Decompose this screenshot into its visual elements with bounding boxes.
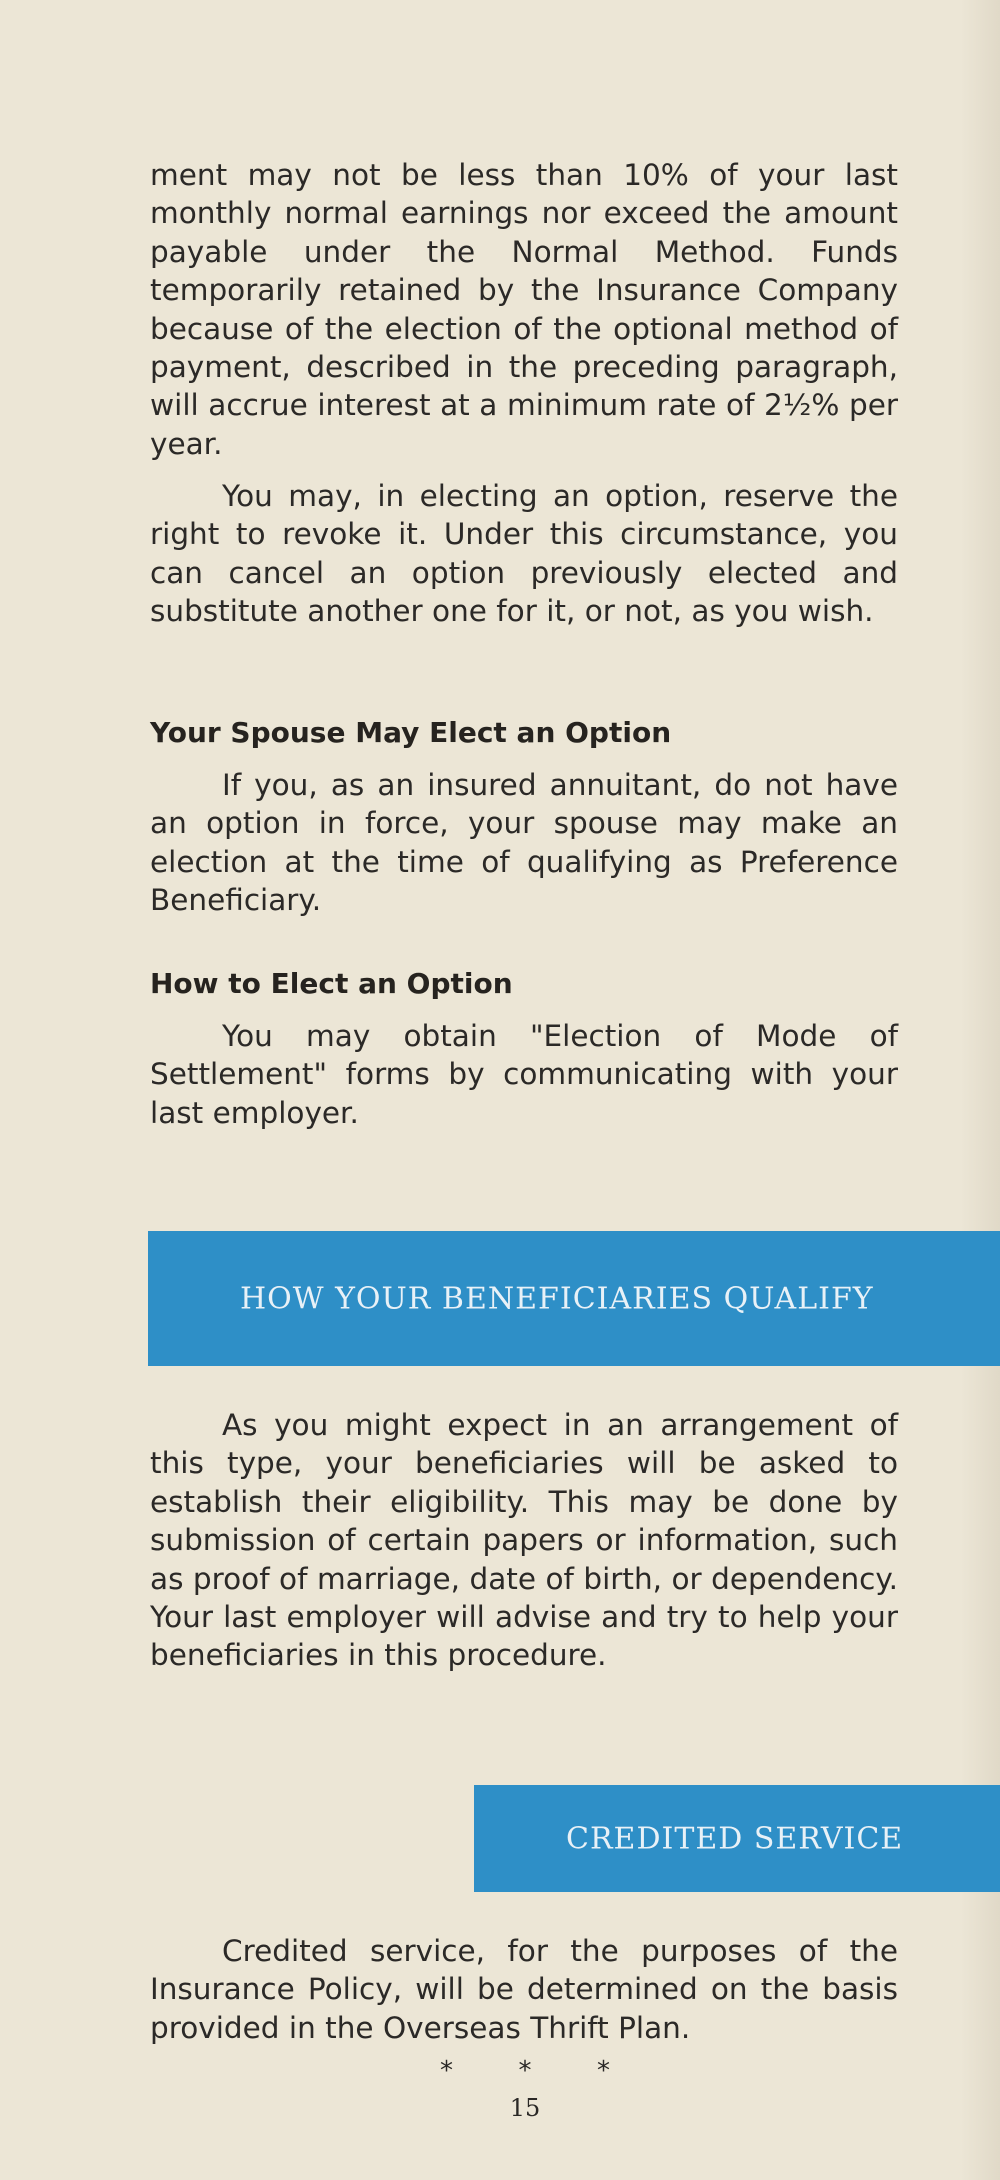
paragraph-revoke-option: You may, in electing an option, reserve the right to revoke it. Under this circumstance, you can cancel an option previously elected and substitute another one for it, or not, as you wish. <box>150 479 898 629</box>
paragraph-spouse-election: If you, as an insured annuitant, do not have an option in force, your spouse may make an election at the time of qualifying as Preference Beneficiary. <box>150 768 898 918</box>
asterisk: * <box>597 2056 610 2086</box>
paragraph-election-forms: You may obtain "Election of Mode of Settlement" forms by communicating with your last employer. <box>150 1019 898 1130</box>
heading-spouse-option: Your Spouse May Elect an Option <box>150 716 672 749</box>
section-divider-asterisks <box>440 2056 610 2086</box>
section-banner-beneficiaries-label: HOW YOUR BENEFICIARIES QUALIFY <box>240 1281 874 1316</box>
paragraph-beneficiary-eligibility: As you might expect in an arrangement of this type, your beneficiaries will be asked to establish their eligibility. This may be done by submission of certain papers or information, such as proof of marriage, date of birth, or dependency. Your last employer will advise and try to help your beneficiaries in this procedure. <box>150 1408 898 1673</box>
paragraph-credited-service: Credited service, for the purposes of the Insurance Policy, will be determined on the basis provided in the Overseas Thrift Plan. <box>150 1934 898 2045</box>
heading-how-to-elect: How to Elect an Option <box>150 967 513 1000</box>
section-banner-beneficiaries <box>148 1231 1000 1366</box>
paragraph-payment-limits: ment may not be less than 10% of your last monthly normal earnings nor exceed the amount payable under the Normal Method. Funds temporarily retained by the Insurance Company because of the election of the optional method of payment, described in the preceding paragraph, will accrue interest at a minimum rate of 2½% per year. <box>150 158 898 461</box>
section-banner-credited-service-label: CREDITED SERVICE <box>566 1821 904 1856</box>
asterisk: * <box>440 2056 453 2086</box>
page-number: 15 <box>509 2094 541 2122</box>
section-banner-credited-service <box>474 1785 1000 1892</box>
asterisk: * <box>518 2056 532 2086</box>
